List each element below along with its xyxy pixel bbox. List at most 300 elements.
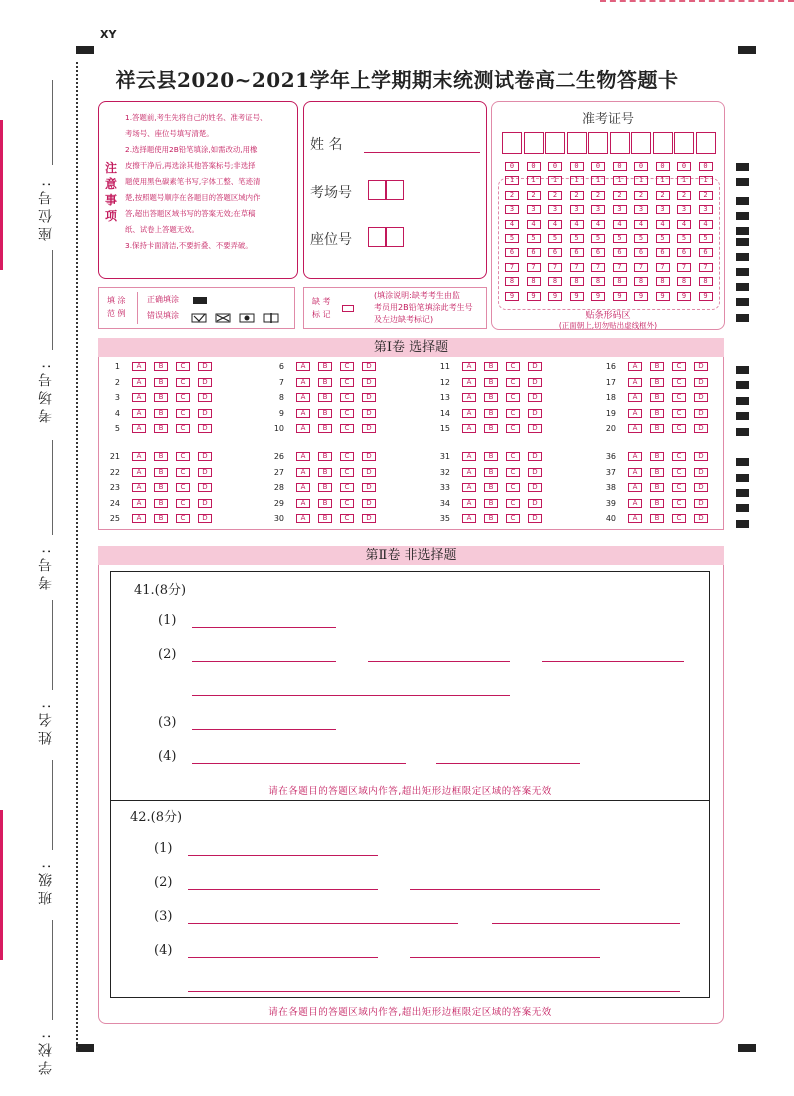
option-bubble-d[interactable]: D xyxy=(362,424,376,433)
answer-line[interactable] xyxy=(192,661,336,662)
answer-line[interactable] xyxy=(542,661,684,662)
option-bubble-b[interactable]: B xyxy=(154,393,168,402)
option-bubble-b[interactable]: B xyxy=(484,362,498,371)
option-bubble-d[interactable]: D xyxy=(362,378,376,387)
exam-id-digit-bubble[interactable]: 2 xyxy=(548,191,562,200)
exam-id-digit-bubble[interactable]: 0 xyxy=(634,162,648,171)
option-bubble-c[interactable]: C xyxy=(340,362,354,371)
option-bubble-d[interactable]: D xyxy=(362,362,376,371)
exam-id-digit-bubble[interactable]: 0 xyxy=(656,162,670,171)
exam-id-digit-bubble[interactable]: 7 xyxy=(505,263,519,272)
option-bubble-c[interactable]: C xyxy=(176,409,190,418)
option-bubble-c[interactable]: C xyxy=(672,468,686,477)
option-bubble-b[interactable]: B xyxy=(650,452,664,461)
option-bubble-d[interactable]: D xyxy=(694,499,708,508)
answer-line[interactable] xyxy=(436,763,580,764)
exam-id-digit-bubble[interactable]: 5 xyxy=(527,234,541,243)
option-bubble-d[interactable]: D xyxy=(198,468,212,477)
answer-box-42[interactable] xyxy=(110,800,710,998)
option-bubble-c[interactable]: C xyxy=(672,393,686,402)
exam-id-digit-bubble[interactable]: 5 xyxy=(613,234,627,243)
exam-id-digit-bubble[interactable]: 6 xyxy=(613,248,627,257)
option-bubble-d[interactable]: D xyxy=(362,499,376,508)
exam-id-digit-bubble[interactable]: 4 xyxy=(699,220,713,229)
option-bubble-c[interactable]: C xyxy=(176,499,190,508)
option-bubble-c[interactable]: C xyxy=(340,424,354,433)
exam-id-digit-bubble[interactable]: 8 xyxy=(527,277,541,286)
option-bubble-b[interactable]: B xyxy=(650,483,664,492)
option-bubble-b[interactable]: B xyxy=(650,468,664,477)
exam-id-digit-bubble[interactable]: 9 xyxy=(613,292,627,301)
exam-id-digit-bubble[interactable]: 3 xyxy=(505,205,519,214)
option-bubble-b[interactable]: B xyxy=(318,424,332,433)
exam-id-digit-bubble[interactable]: 0 xyxy=(505,162,519,171)
option-bubble-d[interactable]: D xyxy=(198,452,212,461)
option-bubble-d[interactable]: D xyxy=(694,483,708,492)
exam-id-digit-bubble[interactable]: 7 xyxy=(634,263,648,272)
option-bubble-c[interactable]: C xyxy=(506,378,520,387)
option-bubble-a[interactable]: A xyxy=(628,424,642,433)
exam-id-cell[interactable] xyxy=(588,132,608,154)
option-bubble-c[interactable]: C xyxy=(506,362,520,371)
answer-line[interactable] xyxy=(492,923,680,924)
option-bubble-d[interactable]: D xyxy=(694,424,708,433)
option-bubble-c[interactable]: C xyxy=(340,452,354,461)
exam-id-digit-bubble[interactable]: 6 xyxy=(591,248,605,257)
option-bubble-d[interactable]: D xyxy=(198,362,212,371)
option-bubble-b[interactable]: B xyxy=(650,499,664,508)
option-bubble-c[interactable]: C xyxy=(506,393,520,402)
option-bubble-c[interactable]: C xyxy=(672,378,686,387)
option-bubble-b[interactable]: B xyxy=(318,468,332,477)
option-bubble-b[interactable]: B xyxy=(318,393,332,402)
option-bubble-b[interactable]: B xyxy=(484,452,498,461)
option-bubble-c[interactable]: C xyxy=(340,378,354,387)
option-bubble-d[interactable]: D xyxy=(362,483,376,492)
exam-id-digit-bubble[interactable]: 9 xyxy=(634,292,648,301)
exam-id-digit-bubble[interactable]: 3 xyxy=(527,205,541,214)
exam-id-digit-bubble[interactable]: 9 xyxy=(505,292,519,301)
option-bubble-a[interactable]: A xyxy=(462,362,476,371)
exam-id-digit-bubble[interactable]: 4 xyxy=(570,220,584,229)
option-bubble-a[interactable]: A xyxy=(628,468,642,477)
exam-id-digit-bubble[interactable]: 8 xyxy=(677,277,691,286)
option-bubble-b[interactable]: B xyxy=(318,378,332,387)
exam-id-digit-bubble[interactable]: 9 xyxy=(527,292,541,301)
exam-id-digit-bubble[interactable]: 7 xyxy=(591,263,605,272)
seat-digit-box[interactable] xyxy=(368,227,386,247)
exam-id-digit-bubble[interactable]: 8 xyxy=(656,277,670,286)
exam-id-digit-bubble[interactable]: 1 xyxy=(613,176,627,185)
option-bubble-b[interactable]: B xyxy=(154,483,168,492)
option-bubble-a[interactable]: A xyxy=(628,378,642,387)
exam-id-digit-bubble[interactable]: 4 xyxy=(505,220,519,229)
option-bubble-a[interactable]: A xyxy=(628,483,642,492)
exam-id-digit-bubble[interactable]: 3 xyxy=(677,205,691,214)
exam-id-digit-bubble[interactable]: 1 xyxy=(591,176,605,185)
option-bubble-b[interactable]: B xyxy=(650,393,664,402)
option-bubble-a[interactable]: A xyxy=(462,514,476,523)
exam-id-digit-bubble[interactable]: 9 xyxy=(548,292,562,301)
exam-id-digit-bubble[interactable]: 7 xyxy=(656,263,670,272)
option-bubble-a[interactable]: A xyxy=(296,514,310,523)
answer-box-41[interactable] xyxy=(110,571,710,801)
exam-id-digit-bubble[interactable]: 1 xyxy=(699,176,713,185)
option-bubble-b[interactable]: B xyxy=(154,362,168,371)
exam-id-digit-bubble[interactable]: 4 xyxy=(527,220,541,229)
option-bubble-b[interactable]: B xyxy=(318,514,332,523)
exam-id-digit-bubble[interactable]: 2 xyxy=(656,191,670,200)
option-bubble-c[interactable]: C xyxy=(506,452,520,461)
notice-heading: 注意事项 xyxy=(105,161,118,223)
exam-id-digit-bubble[interactable]: 8 xyxy=(570,277,584,286)
option-bubble-d[interactable]: D xyxy=(362,393,376,402)
option-bubble-d[interactable]: D xyxy=(528,393,542,402)
option-bubble-d[interactable]: D xyxy=(362,452,376,461)
option-bubble-c[interactable]: C xyxy=(340,393,354,402)
option-bubble-c[interactable]: C xyxy=(672,514,686,523)
option-bubble-a[interactable]: A xyxy=(132,514,146,523)
exam-id-digit-bubble[interactable]: 3 xyxy=(634,205,648,214)
exam-id-digit-bubble[interactable]: 2 xyxy=(634,191,648,200)
option-bubble-c[interactable]: C xyxy=(176,362,190,371)
exam-id-digit-bubble[interactable]: 2 xyxy=(505,191,519,200)
option-bubble-c[interactable]: C xyxy=(176,468,190,477)
option-bubble-c[interactable]: C xyxy=(340,409,354,418)
exam-id-digit-bubble[interactable]: 8 xyxy=(505,277,519,286)
option-bubble-c[interactable]: C xyxy=(340,468,354,477)
answer-line[interactable] xyxy=(192,763,406,764)
question-number: 9 xyxy=(278,408,284,418)
option-bubble-a[interactable]: A xyxy=(132,409,146,418)
exam-id-cell[interactable] xyxy=(631,132,651,154)
option-bubble-c[interactable]: C xyxy=(340,483,354,492)
exam-id-digit-bubble[interactable]: 0 xyxy=(613,162,627,171)
exam-id-digit-bubble[interactable]: 4 xyxy=(591,220,605,229)
absent-checkbox[interactable] xyxy=(342,305,354,312)
exam-id-digit-bubble[interactable]: 8 xyxy=(548,277,562,286)
option-bubble-a[interactable]: A xyxy=(462,452,476,461)
exam-id-digit-bubble[interactable]: 9 xyxy=(591,292,605,301)
exam-id-digit-bubble[interactable]: 8 xyxy=(613,277,627,286)
option-bubble-a[interactable]: A xyxy=(462,468,476,477)
option-bubble-d[interactable]: D xyxy=(528,452,542,461)
option-bubble-d[interactable]: D xyxy=(198,514,212,523)
option-bubble-b[interactable]: B xyxy=(484,424,498,433)
option-bubble-a[interactable]: A xyxy=(132,378,146,387)
exam-id-digit-bubble[interactable]: 2 xyxy=(699,191,713,200)
option-bubble-b[interactable]: B xyxy=(484,378,498,387)
option-bubble-b[interactable]: B xyxy=(484,514,498,523)
option-bubble-a[interactable]: A xyxy=(628,393,642,402)
choice-question-3 xyxy=(98,393,218,403)
option-bubble-d[interactable]: D xyxy=(528,378,542,387)
option-bubble-b[interactable]: B xyxy=(154,452,168,461)
exam-id-digit-bubble[interactable]: 2 xyxy=(570,191,584,200)
exam-id-digit-bubble[interactable]: 5 xyxy=(548,234,562,243)
option-bubble-d[interactable]: D xyxy=(694,378,708,387)
exam-id-digit-bubble[interactable]: 8 xyxy=(634,277,648,286)
option-bubble-d[interactable]: D xyxy=(528,483,542,492)
exam-id-digit-bubble[interactable]: 8 xyxy=(699,277,713,286)
option-bubble-a[interactable]: A xyxy=(462,424,476,433)
option-bubble-c[interactable]: C xyxy=(672,409,686,418)
option-bubble-c[interactable]: C xyxy=(672,452,686,461)
exam-id-digit-bubble[interactable]: 6 xyxy=(505,248,519,257)
option-bubble-a[interactable]: A xyxy=(462,499,476,508)
option-bubble-d[interactable]: D xyxy=(694,362,708,371)
option-bubble-b[interactable]: B xyxy=(650,362,664,371)
exam-id-digit-bubble[interactable]: 9 xyxy=(656,292,670,301)
exam-id-digit-bubble[interactable]: 6 xyxy=(527,248,541,257)
exam-id-digit-bubble[interactable]: 8 xyxy=(591,277,605,286)
option-bubble-b[interactable]: B xyxy=(484,499,498,508)
option-bubble-b[interactable]: B xyxy=(154,424,168,433)
option-bubble-b[interactable]: B xyxy=(154,499,168,508)
option-bubble-b[interactable]: B xyxy=(154,468,168,477)
option-bubble-a[interactable]: A xyxy=(132,424,146,433)
exam-id-digit-bubble[interactable]: 2 xyxy=(613,191,627,200)
option-bubble-d[interactable]: D xyxy=(198,409,212,418)
option-bubble-a[interactable]: A xyxy=(462,483,476,492)
answer-line[interactable] xyxy=(188,923,458,924)
exam-id-digit-bubble[interactable]: 4 xyxy=(677,220,691,229)
option-bubble-a[interactable]: A xyxy=(132,483,146,492)
exam-id-digit-bubble[interactable]: 7 xyxy=(699,263,713,272)
exam-id-cell[interactable] xyxy=(610,132,630,154)
option-bubble-b[interactable]: B xyxy=(154,514,168,523)
option-bubble-d[interactable]: D xyxy=(528,424,542,433)
option-bubble-c[interactable]: C xyxy=(672,424,686,433)
option-bubble-b[interactable]: B xyxy=(650,409,664,418)
room-digit-box[interactable] xyxy=(386,180,404,200)
exam-id-digit-bubble[interactable]: 0 xyxy=(591,162,605,171)
option-bubble-a[interactable]: A xyxy=(132,468,146,477)
exam-id-cell[interactable] xyxy=(524,132,544,154)
exam-id-digit-bubble[interactable]: 5 xyxy=(591,234,605,243)
option-bubble-b[interactable]: B xyxy=(650,424,664,433)
exam-id-digit-bubble[interactable]: 2 xyxy=(677,191,691,200)
answer-line[interactable] xyxy=(188,991,680,992)
exam-id-digit-bubble[interactable]: 3 xyxy=(656,205,670,214)
exam-id-digit-bubble[interactable]: 5 xyxy=(656,234,670,243)
exam-id-digit-bubble[interactable]: 7 xyxy=(613,263,627,272)
exam-id-digit-bubble[interactable]: 3 xyxy=(591,205,605,214)
option-bubble-a[interactable]: A xyxy=(296,378,310,387)
option-bubble-d[interactable]: D xyxy=(528,409,542,418)
exam-id-digit-bubble[interactable]: 2 xyxy=(591,191,605,200)
option-bubble-d[interactable]: D xyxy=(694,514,708,523)
exam-id-cell[interactable] xyxy=(502,132,522,154)
exam-id-digit-bubble[interactable]: 1 xyxy=(527,176,541,185)
exam-id-digit-bubble[interactable]: 3 xyxy=(548,205,562,214)
option-bubble-b[interactable]: B xyxy=(318,452,332,461)
option-bubble-b[interactable]: B xyxy=(318,409,332,418)
option-bubble-d[interactable]: D xyxy=(198,499,212,508)
exam-id-digit-bubble[interactable]: 6 xyxy=(548,248,562,257)
option-bubble-d[interactable]: D xyxy=(198,393,212,402)
exam-id-digit-bubble[interactable]: 6 xyxy=(677,248,691,257)
exam-id-cell[interactable] xyxy=(674,132,694,154)
option-bubble-a[interactable]: A xyxy=(296,424,310,433)
answer-line[interactable] xyxy=(188,855,378,856)
exam-id-digit-bubble[interactable]: 1 xyxy=(548,176,562,185)
exam-id-digit-bubble[interactable]: 3 xyxy=(699,205,713,214)
exam-id-digit-bubble[interactable]: 3 xyxy=(570,205,584,214)
option-bubble-b[interactable]: B xyxy=(318,483,332,492)
option-bubble-c[interactable]: C xyxy=(176,378,190,387)
exam-id-digit-bubble[interactable]: 4 xyxy=(656,220,670,229)
option-bubble-a[interactable]: A xyxy=(296,393,310,402)
option-bubble-c[interactable]: C xyxy=(176,514,190,523)
option-bubble-a[interactable]: A xyxy=(132,499,146,508)
option-bubble-c[interactable]: C xyxy=(506,514,520,523)
option-bubble-c[interactable]: C xyxy=(506,483,520,492)
option-bubble-d[interactable]: D xyxy=(362,409,376,418)
exam-id-digit-bubble[interactable]: 3 xyxy=(613,205,627,214)
option-bubble-d[interactable]: D xyxy=(528,499,542,508)
exam-id-digit-bubble[interactable]: 1 xyxy=(656,176,670,185)
option-bubble-a[interactable]: A xyxy=(296,409,310,418)
exam-id-digit-bubble[interactable]: 1 xyxy=(677,176,691,185)
option-bubble-a[interactable]: A xyxy=(628,452,642,461)
answer-line[interactable] xyxy=(410,889,600,890)
exam-id-digit-bubble[interactable]: 1 xyxy=(634,176,648,185)
option-bubble-b[interactable]: B xyxy=(154,378,168,387)
option-bubble-b[interactable]: B xyxy=(484,409,498,418)
option-bubble-d[interactable]: D xyxy=(694,452,708,461)
exam-id-digit-bubble[interactable]: 4 xyxy=(634,220,648,229)
option-bubble-c[interactable]: C xyxy=(506,424,520,433)
option-bubble-c[interactable]: C xyxy=(340,499,354,508)
exam-id-digit-bubble[interactable]: 0 xyxy=(699,162,713,171)
option-bubble-b[interactable]: B xyxy=(154,409,168,418)
exam-id-cell[interactable] xyxy=(567,132,587,154)
option-bubble-d[interactable]: D xyxy=(362,468,376,477)
option-bubble-a[interactable]: A xyxy=(628,514,642,523)
option-bubble-d[interactable]: D xyxy=(694,393,708,402)
exam-id-digit-bubble[interactable]: 9 xyxy=(677,292,691,301)
option-bubble-b[interactable]: B xyxy=(484,483,498,492)
exam-id-digit-bubble[interactable]: 9 xyxy=(699,292,713,301)
exam-id-digit-bubble[interactable]: 2 xyxy=(527,191,541,200)
exam-id-digit-bubble[interactable]: 5 xyxy=(699,234,713,243)
answer-line[interactable] xyxy=(192,695,510,696)
option-bubble-b[interactable]: B xyxy=(484,468,498,477)
exam-id-digit-bubble[interactable]: 5 xyxy=(505,234,519,243)
option-bubble-b[interactable]: B xyxy=(650,514,664,523)
answer-line[interactable] xyxy=(188,889,378,890)
option-bubble-a[interactable]: A xyxy=(462,409,476,418)
exam-id-digit-bubble[interactable]: 6 xyxy=(699,248,713,257)
exam-id-digit-bubble[interactable]: 7 xyxy=(548,263,562,272)
exam-id-digit-bubble[interactable]: 6 xyxy=(570,248,584,257)
exam-id-cell[interactable] xyxy=(696,132,716,154)
exam-id-digit-bubble[interactable]: 5 xyxy=(570,234,584,243)
option-bubble-c[interactable]: C xyxy=(506,409,520,418)
answer-line[interactable] xyxy=(410,957,600,958)
option-bubble-b[interactable]: B xyxy=(484,393,498,402)
exam-id-digit-bubble[interactable]: 0 xyxy=(527,162,541,171)
answer-line[interactable] xyxy=(192,627,336,628)
option-bubble-c[interactable]: C xyxy=(176,424,190,433)
exam-id-digit-bubble[interactable]: 5 xyxy=(677,234,691,243)
option-bubble-b[interactable]: B xyxy=(650,378,664,387)
option-bubble-d[interactable]: D xyxy=(198,378,212,387)
exam-id-digit-bubble[interactable]: 6 xyxy=(656,248,670,257)
option-bubble-a[interactable]: A xyxy=(132,362,146,371)
option-bubble-d[interactable]: D xyxy=(528,514,542,523)
option-bubble-a[interactable]: A xyxy=(296,452,310,461)
option-bubble-a[interactable]: A xyxy=(132,452,146,461)
option-bubble-a[interactable]: A xyxy=(296,362,310,371)
option-bubble-c[interactable]: C xyxy=(176,483,190,492)
exam-id-digit-bubble[interactable]: 4 xyxy=(613,220,627,229)
exam-id-digit-bubble[interactable]: 9 xyxy=(570,292,584,301)
absent-note: (填涂说明:缺考考生由监 xyxy=(374,291,460,300)
option-bubble-d[interactable]: D xyxy=(198,424,212,433)
exam-id-digit-bubble[interactable]: 7 xyxy=(677,263,691,272)
option-bubble-b[interactable]: B xyxy=(318,499,332,508)
option-bubble-a[interactable]: A xyxy=(132,393,146,402)
exam-id-digit-bubble[interactable]: 0 xyxy=(548,162,562,171)
exam-id-cell[interactable] xyxy=(653,132,673,154)
name-field[interactable] xyxy=(364,152,480,153)
answer-line[interactable] xyxy=(188,957,378,958)
option-bubble-c[interactable]: C xyxy=(506,468,520,477)
option-bubble-a[interactable]: A xyxy=(296,499,310,508)
option-bubble-c[interactable]: C xyxy=(176,452,190,461)
exam-id-digit-bubble[interactable]: 1 xyxy=(505,176,519,185)
seat-digit-box[interactable] xyxy=(386,227,404,247)
option-bubble-c[interactable]: C xyxy=(672,483,686,492)
exam-id-digit-bubble[interactable]: 5 xyxy=(634,234,648,243)
answer-line[interactable] xyxy=(368,661,510,662)
option-bubble-c[interactable]: C xyxy=(672,499,686,508)
room-digit-box[interactable] xyxy=(368,180,386,200)
option-bubble-d[interactable]: D xyxy=(528,362,542,371)
exam-id-cell[interactable] xyxy=(545,132,565,154)
option-bubble-a[interactable]: A xyxy=(296,468,310,477)
option-bubble-c[interactable]: C xyxy=(672,362,686,371)
option-bubble-d[interactable]: D xyxy=(694,468,708,477)
alignment-mark xyxy=(738,46,756,54)
option-bubble-a[interactable]: A xyxy=(628,362,642,371)
exam-id-digit-bubble[interactable]: 1 xyxy=(570,176,584,185)
option-bubble-b[interactable]: B xyxy=(318,362,332,371)
question-number: 27 xyxy=(273,467,284,477)
option-bubble-d[interactable]: D xyxy=(362,514,376,523)
option-bubble-d[interactable]: D xyxy=(694,409,708,418)
option-bubble-a[interactable]: A xyxy=(628,409,642,418)
option-bubble-c[interactable]: C xyxy=(340,514,354,523)
option-bubble-d[interactable]: D xyxy=(528,468,542,477)
option-bubble-a[interactable]: A xyxy=(462,378,476,387)
option-bubble-d[interactable]: D xyxy=(198,483,212,492)
exam-id-digit-bubble[interactable]: 0 xyxy=(677,162,691,171)
exam-id-digit-bubble[interactable]: 6 xyxy=(634,248,648,257)
option-bubble-a[interactable]: A xyxy=(628,499,642,508)
option-bubble-c[interactable]: C xyxy=(506,499,520,508)
exam-id-digit-bubble[interactable]: 4 xyxy=(548,220,562,229)
exam-id-digit-bubble[interactable]: 0 xyxy=(570,162,584,171)
answer-line[interactable] xyxy=(192,729,336,730)
exam-id-digit-bubble[interactable]: 7 xyxy=(570,263,584,272)
option-bubble-c[interactable]: C xyxy=(176,393,190,402)
option-bubble-a[interactable]: A xyxy=(462,393,476,402)
exam-id-digit-bubble[interactable]: 7 xyxy=(527,263,541,272)
option-bubble-a[interactable]: A xyxy=(296,483,310,492)
